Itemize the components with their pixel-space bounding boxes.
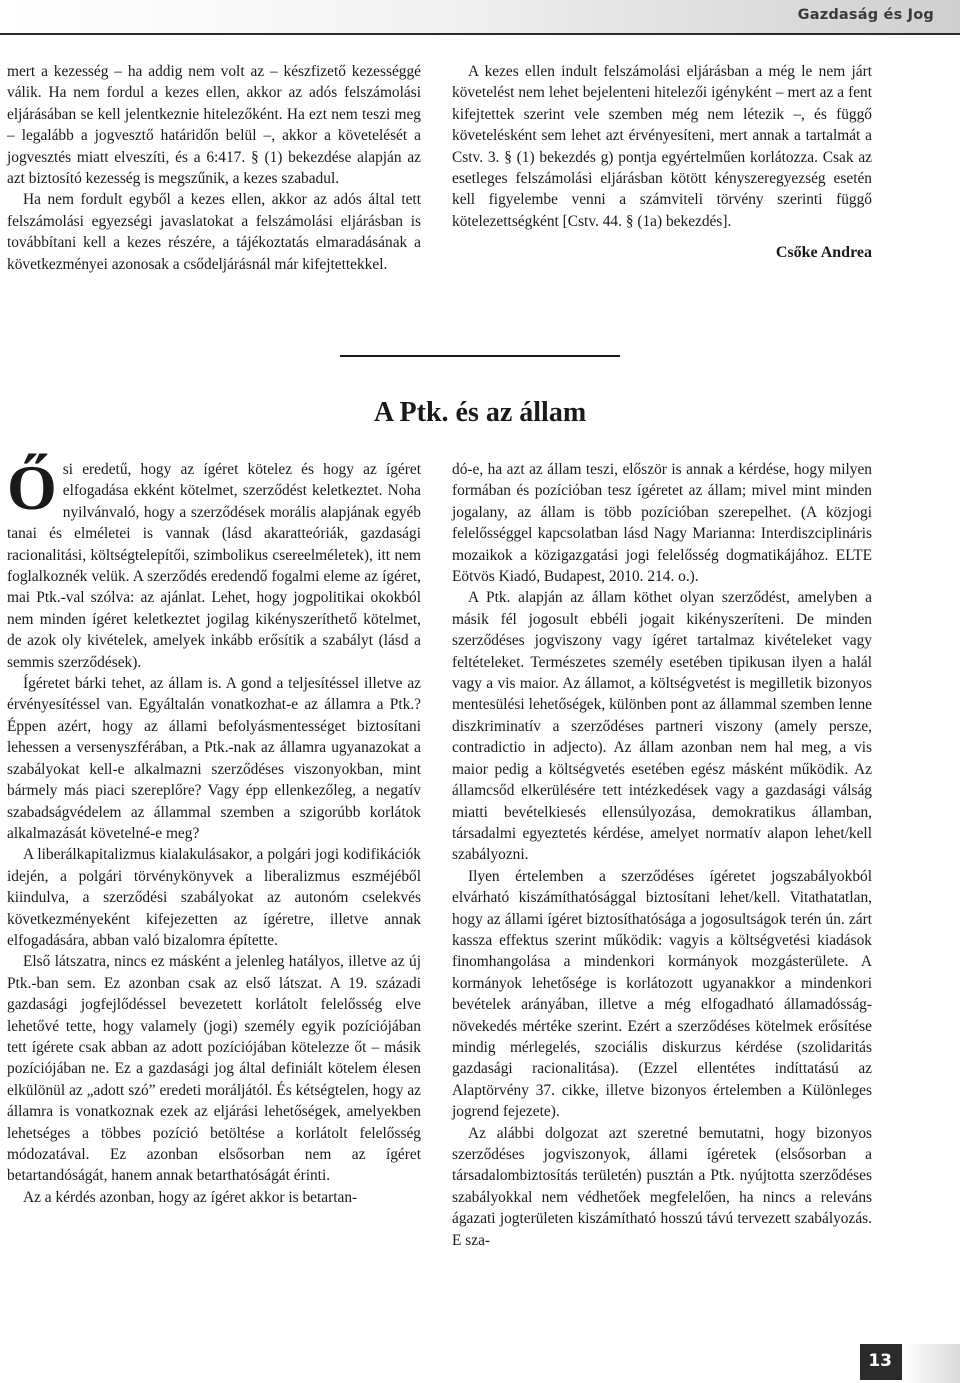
paragraph: dó-e, ha azt az állam teszi, először is annak a kérdése, hogy milyen formában és pozícióban tesz ígéretet az állam; mivel mint minden jogalany, az állam is több pozícióban szerepelhet. (A közjogi felelősséggel kapcsolatban lásd Nagy Marianna: Interdiszciplináris mozaikok a közigazgatási jogi felelősség dogmatikájához. ELTE Eötvös Kiadó, Budapest, 2010. 214. o.). [452, 461, 872, 586]
paragraph: A Ptk. alapján az állam köthet olyan szerződést, amelyben a másik fél jogosult ebbéli jogait kikényszeríteni. De minden szerződéses jogviszony vagy ígéret tartalmaz kivételeket vagy feltételeket. Természetes személy esetében tipikusan ilyen a halál vagy a vis maior. Az államot, a költségvetést is megilletik bizonyos mentesülési lehetőségek, különben pont az állammal szemben lenne diszkriminatív a szerződéses partneri viszony (amely persze, contradictio in adjecto). Az állam azonban nem hal meg, a vis maior pedig a költségvetés esetében egész másként működik. Az államcsőd elkerülésére tett intézkedések vagy a gazdasági válság miatti bevételkiesés ellensúlyozása, demokratikus államban, társadalmi egyeztetés kérdése, amelyet normatív alapon lehet/kell szabályozni. [452, 589, 872, 864]
paragraph: Első látszatra, nincs ez másként a jelenleg hatályos, illetve az új Ptk.-ban sem. Ez azonban csak az első látszat. A 19. századi gazdasági jogfejlődéssel bevezetett korlátolt felelősség elve lehetővé tette, hogy valamely (jogi) személy egyik pozíciójában tett ígérete csak abban az adott pozíciójában kötelezze őt – másik pozíciójában ne. Ez a gazdasági jog által definiált kötelem élesen elkülönül az „adott szó” eredeti moráljától. És kétségtelen, hogy az államra is vonatkoznak ezek az eljárási lehetőségek, amelyekben lehetséges a többes pozíció betöltése a korlátolt felelősség módozatával. Ez azonban elsősorban nem az ígéret betartandóságát, hanem annak betarthatóságát érinti. [7, 953, 421, 1185]
paragraph: Ha nem fordult egyből a kezes ellen, akkor az adós által tett felszámolási egyezségi javaslatokat a felszámolási eljárásban is továbbítani kell a kezes részére, a tájékoztatás elmaradásának a következményei azonosak a csődeljárásnál már kifejtettekkel. [7, 191, 421, 273]
article-right-column [452, 459, 872, 1251]
article-left-column [7, 452, 421, 1208]
section-title: Gazdaság és Jog [797, 7, 934, 23]
paragraph: Ígéretet bárki tehet, az állam is. A gond a teljesítéssel illetve az érvényesítéssel van. Egyáltalán vonatkozhat-e az államra a Ptk.? Éppen azért, hogy az állami befolyásmentességet biztosítani lehessen a versenyszférában, a Ptk.-nak az államra ugyanazokat a szabályokat kell-e alkalmazni szerződéses viszonyokban, mint bármely más piaci szereplőre? Vagy épp ellenkezőleg, a negatív szabadságvédelem az állammal szemben a szigorúbb korlátok alkalmazását követelné-e meg? [7, 675, 421, 842]
footer-strip [902, 1344, 960, 1383]
paragraph: Ilyen értelemben a szerződéses ígéretet jogszabályokból elvárható kiszámíthatósággal biztosítani lehet/kell. Vitathatatlan, hogy az állami ígéret biztosíthatósága a jogosultságok terén ún. zárt kassza effektus szerint működik: vagyis a költségvetési kiadások finomhangolása a mindenkori kormányok mozgásterülete. A kormányok lehetősége is korlátozott ugyanakkor a mindenkori bevételek arányában, illetve a még elfogadható államadósság-növekedés mértéke szerint. Ezért a szerződéses kötelmek erősítése mindig mérlegelés, szociális diskurzus kérdése (szolidaritás gazdasági racionalitása). (Ezzel ellentétes indíttatású az Alaptörvény 37. cikke, illetve bizonyos értelemben a Különleges jogrend fejezete). [452, 867, 872, 1121]
article-title: A Ptk. és az állam [373, 397, 587, 428]
paragraph: Az alábbi dolgozat azt szeretné bemutatni, hogy bizonyos szerződéses jogviszonyok, állami ígéretek (elsősorban a társadalombiztosítás területén) pusztán a Ptk. nyújtotta szerződéses szabályokkal nem védhetőek megfelelően, ha nincs a releváns ágazati jogterületen kiszámítható hosszú távú tervezett szabályozás. E sza- [452, 1124, 872, 1249]
top-right-column [452, 61, 872, 264]
section-divider [340, 355, 620, 357]
paragraph: A kezes ellen indult felszámolási eljárásban a még le nem járt követelést nem lehet bejelenteni hitelezői igényként – mert az a fent kifejtettek szerint vele szemben még nem létezik –, és függő követelésként sem lehet azt érvényesíteni, mert annak a tartalmát a Cstv. 3. § (1) bekezdés g) pontja egyértelműen korlátozza. Csak az esetleges felszámolási eljárásban kötött kényszeregyezség esetén kell figyelembe venni a számviteli törvény szerinti függő kötelezettségként [Cstv. 44. § (1a) bekezdés]. [452, 63, 872, 230]
lead-paragraph [7, 452, 421, 673]
page-number: 13 [868, 1351, 892, 1371]
drop-cap: Ő [7, 452, 57, 523]
paragraph: A liberálkapitalizmus kialakulásakor, a polgári jogi kodifikációk idején, a polgári törvénykönyvek a liberalizmus eszméjéből kiindulva, a szerződési szabályokat az autonóm cselekvés következményeként kifejezetten az ígéretre, illetve annak elfogadására, abban való bizalomra építette. [7, 846, 421, 949]
top-left-column [7, 61, 421, 275]
paragraph: Az a kérdés azonban, hogy az ígéret akkor is betartan- [23, 1188, 358, 1206]
header-bar [0, 0, 960, 35]
lead-text: si eredetű, hogy az ígéret kötelez és hogy az ígéret elfogadása ekként kötelmet, szerződést keletkeztet. Noha nyilvánvaló, hogy a szerződések morális alapjának egyéb tanai és elméletei is vannak (lásd akaratteóriák, gazdasági racionalitási, költségtelepítői, szimbolikus csereelméletek), itt nem foglalkoznék velük. A szerződés eredendő fogalmi eleme az ígéret, mai Ptk.-val szólva: az ajánlat. Lehet, hogy jogpolitikai okokból nem minden ígéret keletkeztet jogilag kikényszeríthető kötelmet, de azok oly kivételek, amelyek inkább erősítik a szabályt (lásd a semmis szerződések). [7, 461, 421, 671]
author-signature: Csőke Andrea [775, 244, 872, 262]
paragraph: mert a kezesség – ha addig nem volt az – készfizető kezességgé válik. Ha nem fordul a kezes ellen, akkor az adós felszámolási eljárásában se kell jelentkeznie hitelezőként. Ha ezt nem teszi meg – legalább a jogvesztő határidőn belül –, akkor a követelését a jogvesztés miatt elveszíti, és a 6:417. § (1) bekezdése alapján az azt biztosító kezesség is megszűnik, a kezes szabadul. [7, 63, 421, 188]
